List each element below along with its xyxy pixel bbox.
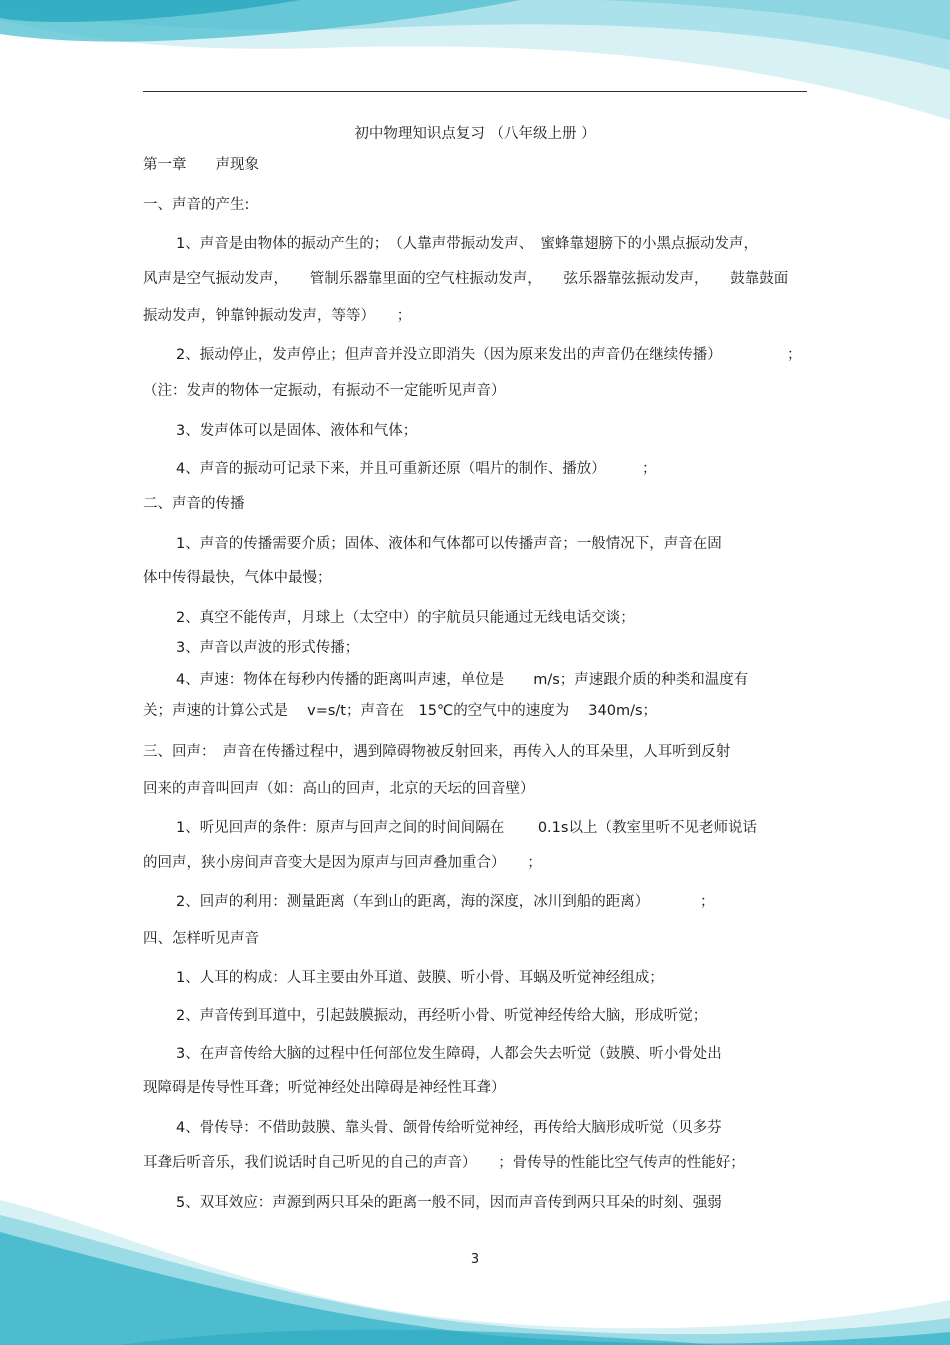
- paragraph-line: 的回声，狭小房间声音变大是因为原声与回声叠加重合） ；: [143, 855, 542, 871]
- header-rule: [143, 91, 807, 92]
- paragraph-line: 4、声音的振动可记录下来，并且可重新还原（唱片的制作、播放） ；: [176, 461, 657, 477]
- paragraph-line: 1、听见回声的条件：原声与回声之间的时间间隔在 0.1s以上（教室里听不见老师说话: [176, 820, 757, 836]
- paragraph-line: 体中传得最快，气体中最慢；: [143, 570, 332, 586]
- paragraph-line: 1、人耳的构成：人耳主要由外耳道、鼓膜、听小骨、耳蜗及听觉神经组成；: [176, 970, 664, 986]
- section-heading: 一、声音的产生:: [143, 197, 250, 213]
- chapter-heading: 第一章 声现象: [143, 157, 259, 173]
- paragraph-line: 2、振动停止，发声停止；但声音并没立即消失（因为原来发出的声音仍在继续传播） ；: [176, 347, 802, 363]
- page-number: 3: [470, 1252, 480, 1267]
- paragraph-line: 风声是空气振动发声， 管制乐器靠里面的空气柱振动发声， 弦乐器靠弦振动发声， 鼓靠鼓面: [143, 271, 789, 287]
- paragraph-line: 振动发声，钟靠钟振动发声，等等） ；: [143, 308, 412, 324]
- paragraph-line: 4、声速：物体在每秒内传播的距离叫声速，单位是 m/s；声速跟介质的种类和温度有: [176, 672, 749, 688]
- section-heading: 四、怎样听见声音: [143, 931, 259, 947]
- document-title: 初中物理知识点复习 （八年级上册 ）: [354, 126, 596, 142]
- section-heading: 三、回声： 声音在传播过程中，遇到障碍物被反射回来，再传入人的耳朵里，人耳听到反射: [143, 744, 731, 760]
- paragraph-line: 1、声音的传播需要介质；固体、液体和气体都可以传播声音；一般情况下，声音在固: [176, 536, 722, 552]
- paragraph-line: 耳聋后听音乐，我们说话时自己听见的自己的声音） ；骨传导的性能比空气传声的性能好；: [143, 1155, 745, 1171]
- section-heading: 二、声音的传播: [143, 496, 245, 512]
- paragraph-line: 5、双耳效应：声源到两只耳朵的距离一般不同，因而声音传到两只耳朵的时刻、强弱: [176, 1195, 722, 1211]
- paragraph-line: 4、骨传导：不借助鼓膜、靠头骨、颌骨传给听觉神经，再传给大脑形成听觉（贝多芬: [176, 1120, 722, 1136]
- paragraph-line: 3、在声音传给大脑的过程中任何部位发生障碍，人都会失去听觉（鼓膜、听小骨处出: [176, 1046, 722, 1062]
- paragraph-line: 2、声音传到耳道中，引起鼓膜振动，再经听小骨、听觉神经传给大脑，形成听觉；: [176, 1008, 708, 1024]
- paragraph-line: 1、声音是由物体的振动产生的； （人靠声带振动发声、 蜜蜂靠翅膀下的小黑点振动发声，: [176, 236, 758, 252]
- paragraph-line: 关；声速的计算公式是 v=s/t；声音在 15℃的空气中的速度为 340m/s；: [143, 703, 658, 719]
- paragraph-line: 回来的声音叫回声（如：高山的回声，北京的天坛的回音壁）: [143, 781, 535, 797]
- paragraph-line: 2、回声的利用：测量距离（车到山的距离，海的深度，冰川到船的距离） ；: [176, 894, 715, 910]
- paragraph-line: （注：发声的物体一定振动，有振动不一定能听见声音）: [143, 383, 506, 399]
- paragraph-line: 2、真空不能传声，月球上（太空中）的宇航员只能通过无线电话交谈；: [176, 610, 635, 626]
- paragraph-line: 3、声音以声波的形式传播；: [176, 640, 360, 656]
- paragraph-line: 现障碍是传导性耳聋；听觉神经处出障碍是神经性耳聋）: [143, 1080, 506, 1096]
- paragraph-line: 3、发声体可以是固体、液体和气体；: [176, 423, 418, 439]
